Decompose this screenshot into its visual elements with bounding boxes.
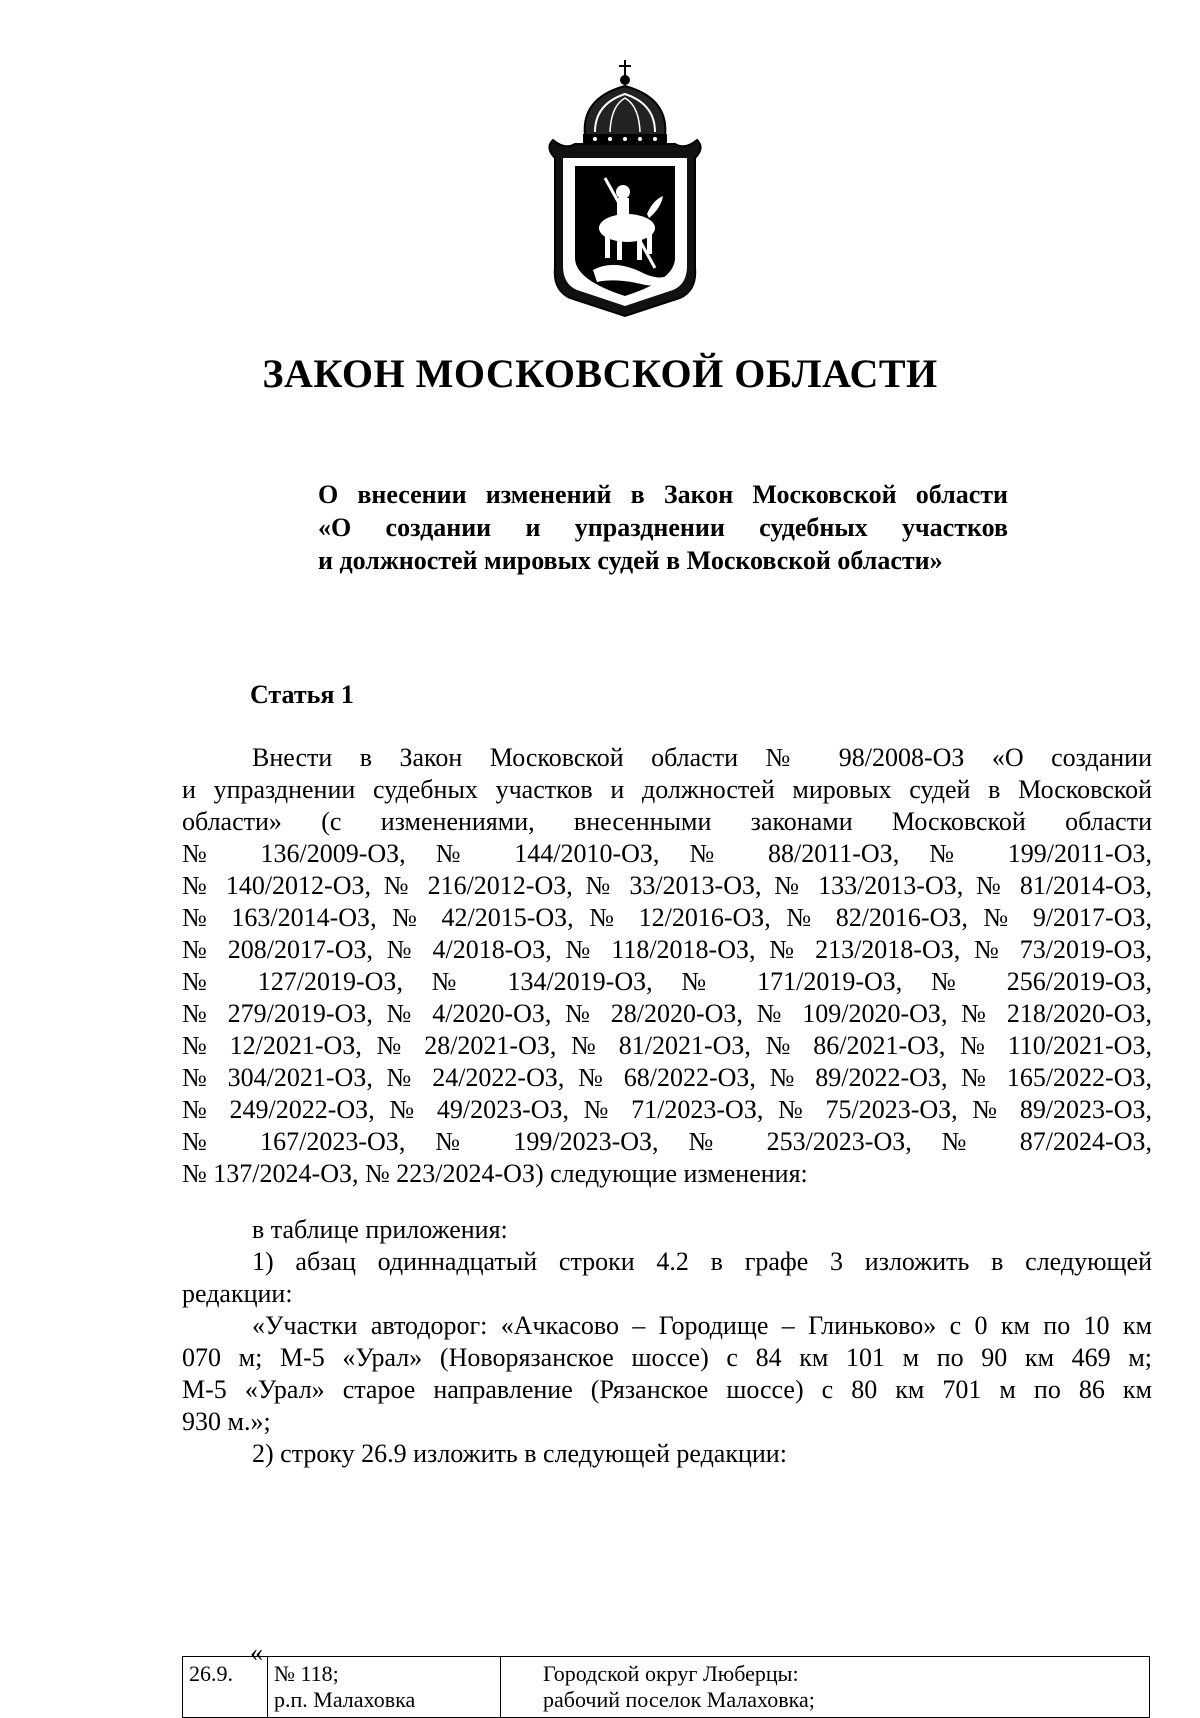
article-heading: Статья 1 <box>250 680 354 709</box>
district-line: р.п. Малаховка <box>274 1687 416 1712</box>
paragraph-line: № 279/2019-ОЗ, № 4/2020-ОЗ, № 28/2020-ОЗ, № 109/2020-ОЗ, № 218/2020-ОЗ, <box>182 999 1152 1028</box>
paragraph-line: № 163/2014-ОЗ, № 42/2015-ОЗ, № 12/2016-ОЗ, № 82/2016-ОЗ, № 9/2017-ОЗ, <box>182 903 1152 932</box>
paragraph-line: № 137/2024-ОЗ, № 223/2024-ОЗ) следующие изменения: <box>182 1159 808 1188</box>
district-cell <box>268 1657 501 1718</box>
subtitle-line: и должностей мировых судей в Московской области» <box>318 546 943 575</box>
territory-cell <box>501 1657 1150 1718</box>
coat-of-arms-emblem <box>545 58 705 320</box>
quote-line: «Участки автодорог: «Ачкасово – Городище – Глиньково» с 0 км по 10 км <box>252 1311 1152 1340</box>
law-title: ЗАКОН МОСКОВСКОЙ ОБЛАСТИ <box>262 351 938 396</box>
quote-line: 930 м.»; <box>182 1407 271 1436</box>
table-row <box>183 1657 1150 1718</box>
item-2: 2) строку 26.9 изложить в следующей редакции: <box>252 1439 787 1468</box>
table-intro: в таблице приложения: <box>252 1215 508 1244</box>
paragraph-line: № 140/2012-ОЗ, № 216/2012-ОЗ, № 33/2013-ОЗ, № 133/2013-ОЗ, № 81/2014-ОЗ, <box>182 871 1152 900</box>
quote-line: 070 м; М-5 «Урал» (Новорязанское шоссе) с 84 км 101 м по 90 км 469 м; <box>182 1343 1152 1372</box>
item-1-line: редакции: <box>182 1279 293 1308</box>
paragraph-line: № 12/2021-ОЗ, № 28/2021-ОЗ, № 81/2021-ОЗ, № 86/2021-ОЗ, № 110/2021-ОЗ, <box>182 1031 1152 1060</box>
territory-line: рабочий поселок Малаховка; <box>543 1687 815 1712</box>
subtitle-line: «О создании и упразднении судебных участков <box>318 513 1008 542</box>
article-body <box>182 742 1152 1470</box>
row-number: 26.9. <box>189 1661 233 1686</box>
crown-icon <box>583 60 667 144</box>
paragraph-line: № 167/2023-ОЗ, № 199/2023-ОЗ, № 253/2023-ОЗ, № 87/2024-ОЗ, <box>182 1127 1152 1156</box>
paragraph-line: Внести в Закон Московской области № 98/2008-ОЗ «О создании <box>252 743 1152 772</box>
territory-line: Городской округ Люберцы: <box>543 1661 799 1686</box>
item-1-line: 1) абзац одиннадцатый строки 4.2 в графе 3 изложить в следующей <box>252 1247 1152 1276</box>
law-subtitle <box>318 478 1008 577</box>
paragraph-line: № 127/2019-ОЗ, № 134/2019-ОЗ, № 171/2019-ОЗ, № 256/2019-ОЗ, <box>182 967 1152 996</box>
opening-quote-mark: « <box>250 1638 263 1667</box>
paragraph-line: и упразднении судебных участков и должностей мировых судей в Московской <box>182 775 1152 804</box>
paragraph-line: № 304/2021-ОЗ, № 24/2022-ОЗ, № 68/2022-ОЗ, № 89/2022-ОЗ, № 165/2022-ОЗ, <box>182 1063 1152 1092</box>
district-line: № 118; <box>274 1661 339 1686</box>
paragraph-line: № 136/2009-ОЗ, № 144/2010-ОЗ, № 88/2011-ОЗ, № 199/2011-ОЗ, <box>182 839 1152 868</box>
paragraph-line: № 249/2022-ОЗ, № 49/2023-ОЗ, № 71/2023-ОЗ, № 75/2023-ОЗ, № 89/2023-ОЗ, <box>182 1095 1152 1124</box>
paragraph-line: № 208/2017-ОЗ, № 4/2018-ОЗ, № 118/2018-ОЗ, № 213/2018-ОЗ, № 73/2019-ОЗ, <box>182 935 1152 964</box>
row-number-cell <box>183 1657 268 1718</box>
paragraph-line: области» (с изменениями, внесенными законами Московской области <box>182 807 1152 836</box>
quote-line: М-5 «Урал» старое направление (Рязанское шоссе) с 80 км 701 м по 86 км <box>182 1375 1152 1404</box>
subtitle-line: О внесении изменений в Закон Московской области <box>318 480 1008 509</box>
amendment-table-row <box>182 1656 1150 1718</box>
